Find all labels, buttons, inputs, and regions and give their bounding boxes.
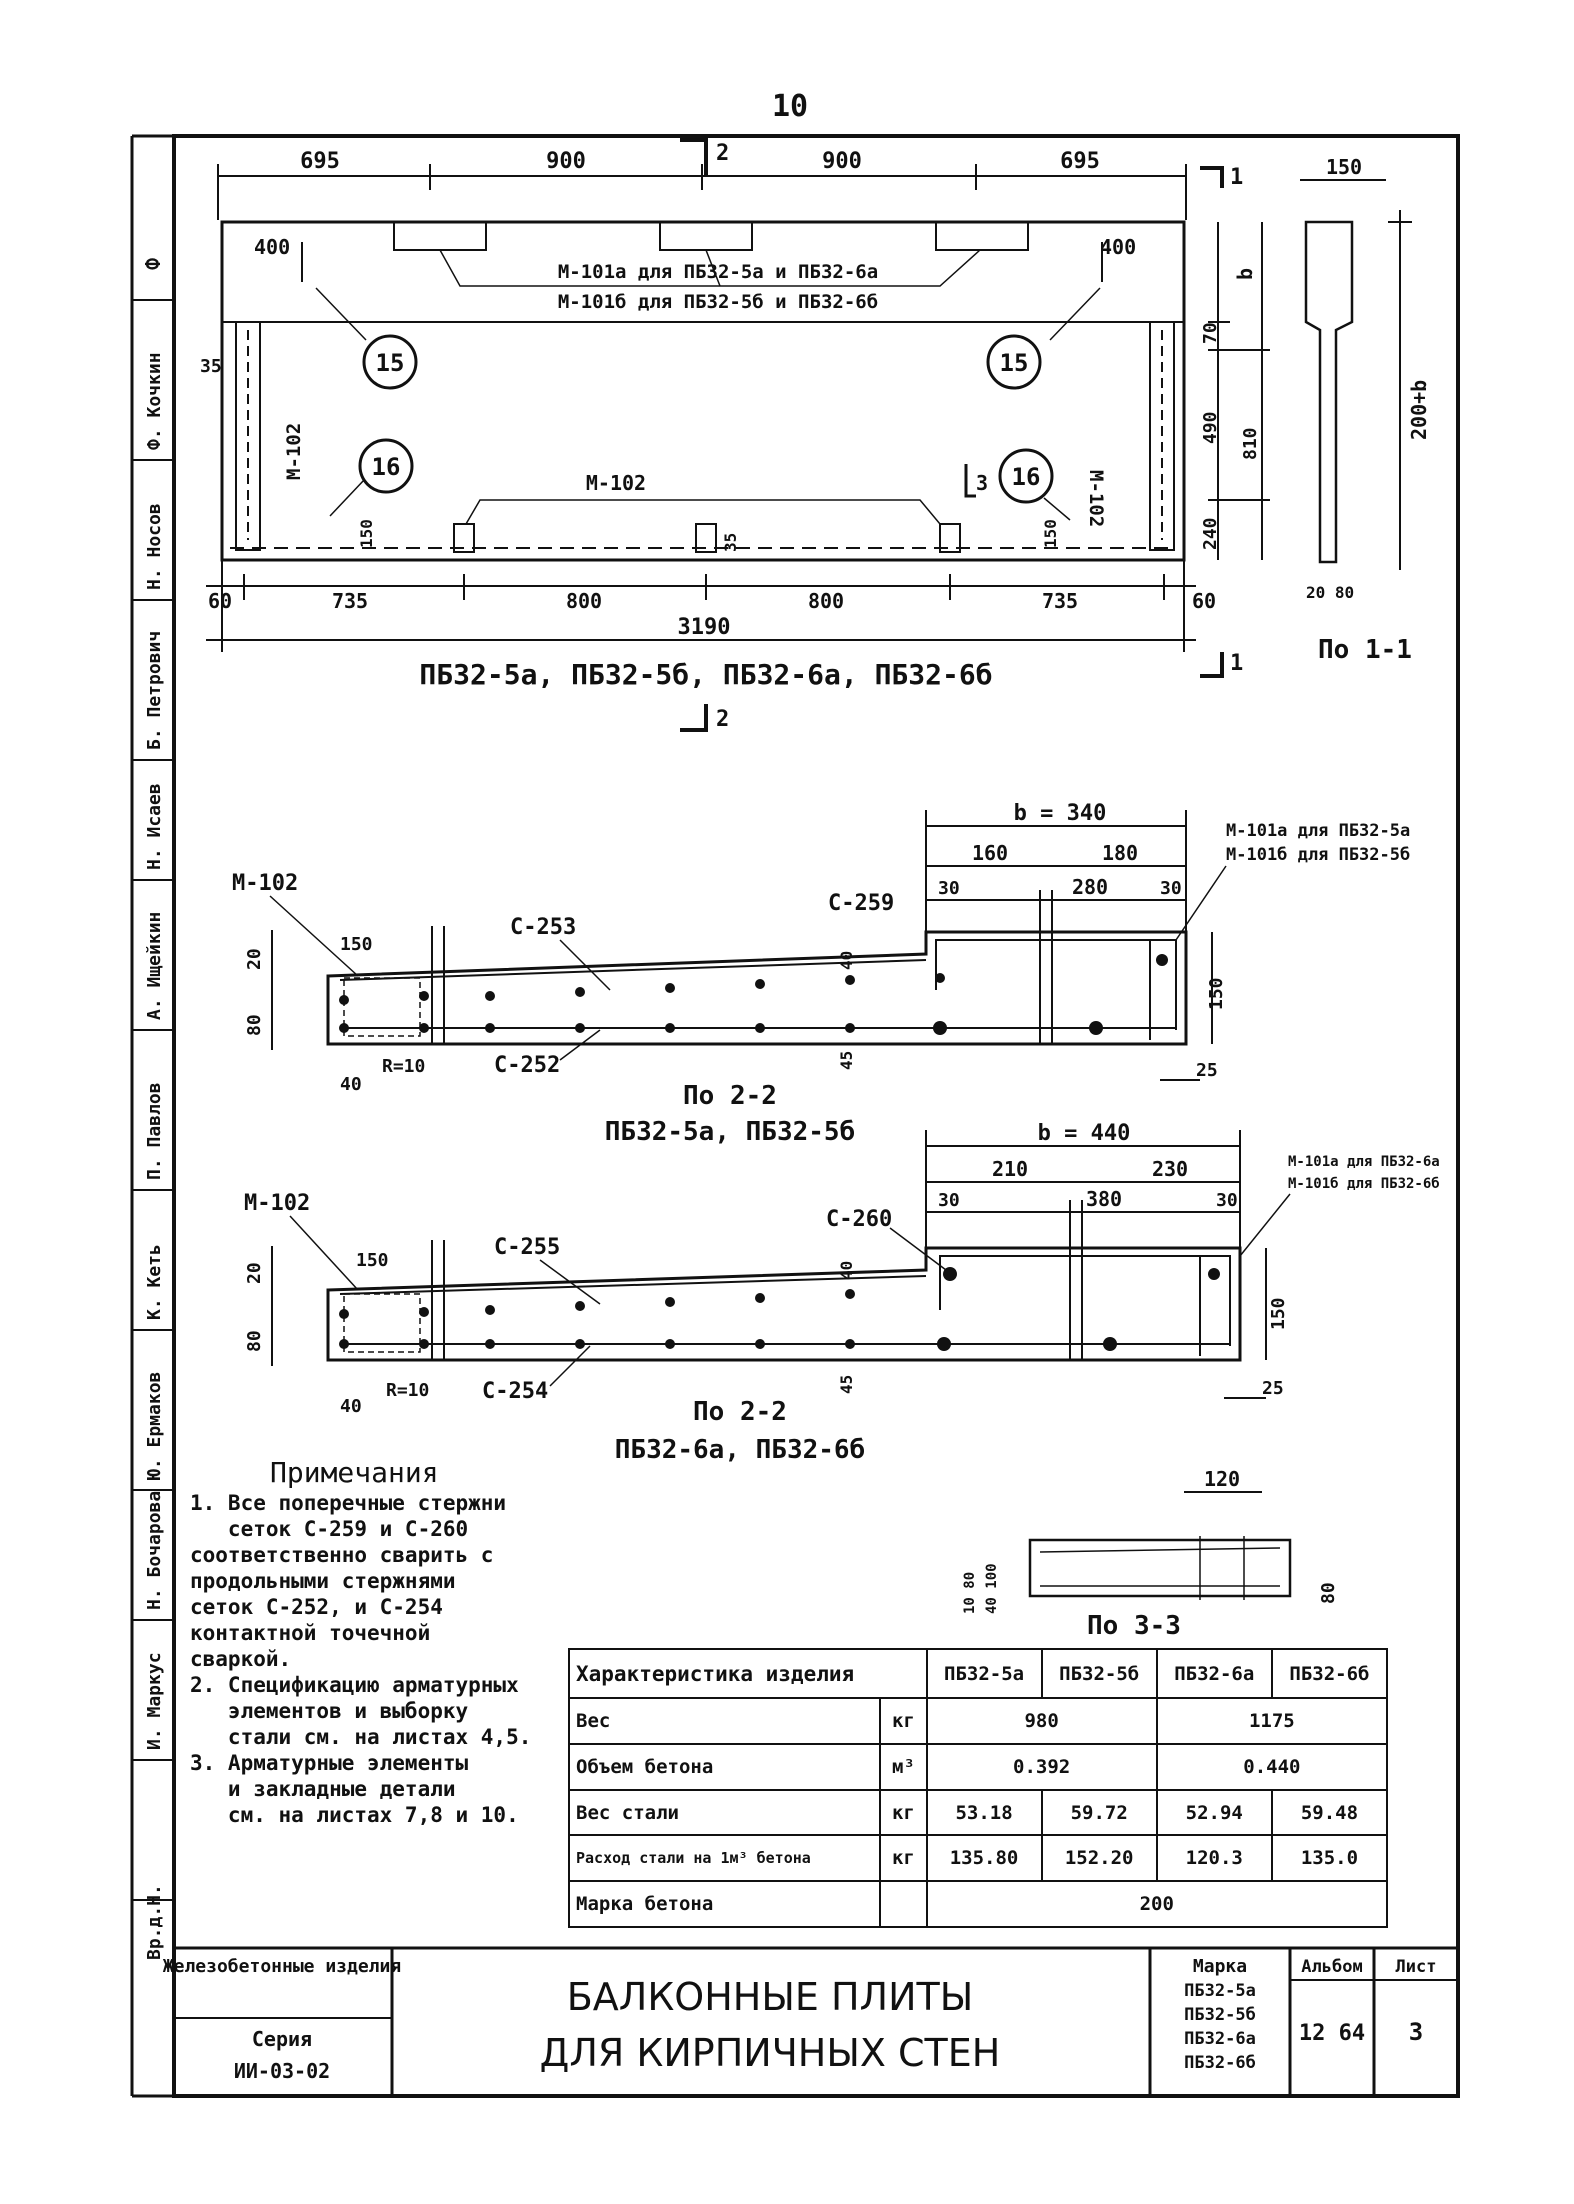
section-mark: 2	[716, 141, 730, 166]
section-caption: По 2-2	[683, 1081, 777, 1111]
sidebar-name: Н. Носов	[144, 503, 165, 590]
table-header-cell: Характеристика изделия	[569, 1649, 927, 1698]
m102-label: М-102	[283, 422, 305, 480]
dim-label: 180	[1101, 841, 1139, 865]
note-line: сеток С-259 и С-260	[190, 1517, 469, 1541]
note-line: стали см. на листах 4,5.	[190, 1725, 532, 1749]
page-number: 10	[771, 89, 809, 124]
table-row	[569, 1790, 1387, 1836]
dim-label: 20	[244, 1262, 265, 1284]
dim-label: 20 80	[1306, 583, 1355, 602]
dim-label: 210	[991, 1157, 1029, 1181]
table-cell: 0.440	[1157, 1744, 1387, 1790]
characteristics-table	[568, 1648, 1388, 1928]
rebar-label: М-102	[244, 1191, 311, 1216]
table-cell	[880, 1881, 926, 1927]
dim-label: 810	[1240, 427, 1261, 460]
dim-label: 120	[1203, 1467, 1241, 1491]
dim-label: 160	[971, 841, 1009, 865]
sidebar-name: Ф	[141, 257, 165, 270]
table-cell: 53.18	[927, 1790, 1042, 1836]
note-line: соответственно сварить с	[190, 1543, 494, 1567]
table-cell: 152.20	[1042, 1835, 1157, 1881]
table-cell: 52.94	[1157, 1790, 1272, 1836]
table-cell: 135.80	[927, 1835, 1042, 1881]
table-cell: 59.72	[1042, 1790, 1157, 1836]
embed-label: М-101б для ПБ32-5б	[1226, 845, 1411, 865]
dim-label: 60	[208, 589, 233, 613]
dim-label: 30	[1216, 1190, 1238, 1211]
stamp-mark: ПБ32-5а	[1184, 1981, 1256, 2001]
sidebar-name: Вр.д.Н.	[144, 1884, 165, 1960]
section-caption: По 2-2	[693, 1397, 787, 1427]
dim-label: 150	[340, 934, 373, 955]
section-mark: 3	[976, 471, 989, 495]
embed-label: М-101а для ПБ32-5а и ПБ32-6а	[557, 261, 879, 283]
dim-label: 45	[837, 1050, 856, 1070]
dim-label: 80	[1318, 1582, 1339, 1604]
sidebar-name: К. Кеть	[144, 1244, 165, 1320]
table-cell: 1175	[1157, 1698, 1387, 1744]
stamp-text: Марка	[1192, 1956, 1248, 1977]
note-line: элементов и выборку	[190, 1699, 469, 1723]
table-row	[569, 1881, 1387, 1927]
table-row	[569, 1698, 1387, 1744]
rebar-label: С-252	[494, 1053, 561, 1078]
embed-label: М-101б для ПБ32-5б и ПБ32-6б	[557, 291, 879, 313]
table-cell: 200	[927, 1881, 1388, 1927]
dim-label: 400	[1100, 235, 1137, 259]
table-cell: кг	[880, 1790, 926, 1836]
table-cell: Вес	[569, 1698, 880, 1744]
notes-block	[190, 1456, 570, 1828]
dim-label: 80	[244, 1330, 265, 1352]
callout-label: 15	[375, 349, 405, 377]
section-caption: ПБ32-6а, ПБ32-6б	[614, 1435, 866, 1465]
notes-title: Примечания	[270, 1456, 439, 1489]
sidebar-name: И. Маркус	[144, 1652, 165, 1750]
dim-label: 80	[244, 1014, 265, 1036]
table-cell: 980	[927, 1698, 1157, 1744]
sidebar-name: А. Ищейкин	[144, 911, 165, 1020]
dim-label: 735	[331, 589, 369, 613]
stamp-text: 12 64	[1298, 2021, 1366, 2046]
rebar-label: С-254	[482, 1379, 549, 1404]
section-caption: По 3-3	[1087, 1611, 1181, 1641]
stamp-text: Альбом	[1301, 1957, 1363, 1977]
dim-label: 30	[938, 878, 960, 899]
embed-plate-m101	[394, 222, 486, 250]
dim-label: 735	[1041, 589, 1079, 613]
dim-label: 200+b	[1407, 379, 1431, 440]
dim-label: 150	[1268, 1297, 1289, 1330]
table-header-cell: ПБ32-6б	[1272, 1649, 1387, 1698]
dim-label: 150	[1041, 519, 1060, 548]
main-title: ДЛЯ КИРПИЧНЫХ СТЕН	[539, 2031, 1001, 2075]
rebar-label: С-253	[510, 915, 577, 940]
embed-label: М-101а для ПБ32-6а	[1288, 1154, 1440, 1170]
table-cell: кг	[880, 1835, 926, 1881]
embed-label: М-101б для ПБ32-6б	[1288, 1176, 1440, 1192]
embed-plate-m101	[660, 222, 752, 250]
table-cell: м³	[880, 1744, 926, 1790]
stamp-text: 3	[1408, 2018, 1424, 2046]
dim-label: 240	[1200, 517, 1221, 550]
dim-label: 150	[1206, 977, 1227, 1010]
embed-label: М-101а для ПБ32-5а	[1226, 821, 1411, 841]
table-cell: 59.48	[1272, 1790, 1387, 1836]
table-cell: 120.3	[1157, 1835, 1272, 1881]
dim-label: 35	[200, 356, 222, 377]
rebar-label: М-102	[232, 871, 299, 896]
dim-label: 35	[721, 532, 740, 552]
section-1-1	[1300, 155, 1431, 665]
dim-label: 30	[938, 1190, 960, 1211]
rebar-label: С-260	[826, 1207, 893, 1232]
stamp-mark: ПБ32-6б	[1184, 2053, 1256, 2073]
sidebar-name: Ф. Кочкин	[144, 352, 165, 450]
dim-label: R=10	[382, 1056, 426, 1077]
section-caption: ПБ32-5а, ПБ32-5б	[604, 1117, 856, 1147]
dim-label: 60	[1192, 589, 1217, 613]
table-header-cell: ПБ32-5а	[927, 1649, 1042, 1698]
dim-label: 45	[837, 1374, 856, 1394]
section-3-3	[962, 1467, 1339, 1641]
stamp-mark: ПБ32-6а	[1184, 2029, 1256, 2049]
dim-label: b = 340	[1013, 801, 1107, 826]
dim-label: 25	[1196, 1060, 1218, 1081]
table-cell: Вес стали	[569, 1790, 880, 1836]
note-line: продольными стержнями	[190, 1569, 456, 1593]
dim-label: 3190	[677, 615, 731, 640]
rebar-label: С-255	[494, 1235, 561, 1260]
dim-label: b	[1233, 267, 1257, 280]
dim-label: 230	[1151, 1157, 1189, 1181]
dim-label: 40	[340, 1396, 362, 1417]
dim-label: 800	[565, 589, 603, 613]
table-header-cell: ПБ32-6а	[1157, 1649, 1272, 1698]
sidebar-signatures	[132, 258, 174, 1960]
section-2-2-b	[244, 1121, 1440, 1465]
stamp-text: Лист	[1395, 1957, 1437, 1977]
dim-label: 900	[546, 149, 586, 174]
dim-label: 900	[822, 149, 862, 174]
note-line: сеток С-252, и С-254	[190, 1595, 443, 1619]
note-line: сваркой.	[190, 1647, 292, 1671]
rebar-label: С-259	[828, 891, 895, 916]
sidebar-name: Б. Петрович	[144, 630, 165, 750]
dim-label: 490	[1200, 411, 1221, 444]
table-cell: Расход стали на 1м³ бетона	[569, 1835, 880, 1881]
dim-label: 150	[1325, 155, 1363, 179]
stamp-text: ИИ-03-02	[233, 2059, 331, 2083]
callout-label: 15	[999, 349, 1029, 377]
dim-label: 40	[837, 950, 856, 970]
section-mark: 1	[1230, 651, 1244, 676]
section-mark: 2	[716, 707, 730, 732]
dim-label: 40	[837, 1260, 856, 1280]
note-line: см. на листах 7,8 и 10.	[190, 1803, 519, 1827]
title-block	[163, 1948, 1458, 2096]
plan-view	[200, 140, 1270, 732]
embed-plate-m101	[936, 222, 1028, 250]
stamp-text: Железобетонные изделия	[162, 1956, 402, 1977]
dim-label: R=10	[386, 1380, 430, 1401]
table-header-cell: ПБ32-5б	[1042, 1649, 1157, 1698]
note-line: и закладные детали	[190, 1777, 456, 1801]
dim-label: 70	[1200, 322, 1221, 344]
note-line: 1. Все поперечные стержни	[190, 1491, 507, 1515]
m102-label: М-102	[1085, 470, 1107, 528]
dim-label: 150	[357, 519, 376, 548]
sidebar-name: Н. Бочарова	[144, 1490, 165, 1610]
note-line: контактной точечной	[190, 1621, 431, 1645]
sidebar-name: П. Павлов	[144, 1082, 165, 1180]
dim-label: 150	[356, 1250, 389, 1271]
table-row	[569, 1835, 1387, 1881]
table-cell: 135.0	[1272, 1835, 1387, 1881]
dim-label: 280	[1071, 875, 1109, 899]
sidebar-name: Ю. Ермаков	[144, 1371, 165, 1480]
dim-label: 20	[244, 948, 265, 970]
dim-label: 400	[254, 235, 291, 259]
table-cell: Марка бетона	[569, 1881, 880, 1927]
stamp-mark: ПБ32-5б	[1184, 2005, 1256, 2025]
dim-label: 25	[1262, 1378, 1284, 1399]
dim-label: 695	[300, 149, 340, 174]
section-mark: 1	[1230, 165, 1244, 190]
dim-label: 10 80	[962, 1571, 978, 1614]
stamp-text: Серия	[251, 2027, 313, 2051]
dim-label: b = 440	[1037, 1121, 1131, 1146]
dim-label: 40	[340, 1074, 362, 1095]
table-row	[569, 1744, 1387, 1790]
table-cell: кг	[880, 1698, 926, 1744]
dim-label: 380	[1085, 1187, 1123, 1211]
note-line: 3. Арматурные элементы	[190, 1751, 469, 1775]
note-line: 2. Спецификацию арматурных	[190, 1673, 519, 1697]
dim-label: 800	[807, 589, 845, 613]
dim-label: 30	[1160, 878, 1182, 899]
section-caption: По 1-1	[1318, 635, 1412, 665]
dim-label: 40 100	[984, 1563, 1000, 1614]
callout-label: 16	[1011, 463, 1041, 491]
m102-label: М-102	[585, 471, 647, 495]
plan-caption: ПБ32-5а, ПБ32-5б, ПБ32-6а, ПБ32-6б	[419, 658, 993, 691]
dim-label: 695	[1060, 149, 1100, 174]
table-cell: 0.392	[927, 1744, 1157, 1790]
callout-label: 16	[371, 453, 401, 481]
sidebar-name: Н. Исаев	[144, 783, 165, 870]
main-title: БАЛКОННЫЕ ПЛИТЫ	[566, 1975, 974, 2019]
section-2-2-a	[232, 801, 1410, 1147]
table-header-row	[569, 1649, 1387, 1698]
table-cell: Объем бетона	[569, 1744, 880, 1790]
